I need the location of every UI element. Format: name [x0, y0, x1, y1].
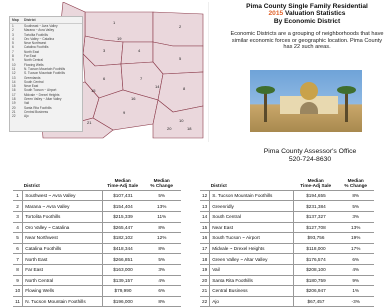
- district-number: 21: [200, 286, 210, 297]
- district-number: 4: [13, 222, 23, 233]
- map-legend-item-name: Near Northwest: [24, 41, 47, 46]
- median-sale-value: $127,708: [294, 222, 338, 233]
- median-pct-change: 11%: [143, 212, 181, 223]
- map-legend-item-name: Flowing Wells: [24, 62, 44, 67]
- district-number: 7: [13, 254, 23, 265]
- district-name: Marana ~ Avra Valley: [23, 201, 103, 212]
- map-legend-item-name: N. Tucson Mountain Foothills: [24, 66, 66, 71]
- district-name: South Central: [210, 212, 294, 223]
- map-legend-header: [10, 17, 82, 24]
- district-name: North East: [23, 254, 103, 265]
- table-header-median-pct-line2: % Change: [344, 183, 368, 189]
- district-table-right: [200, 178, 374, 307]
- map-legend-item-no: 13: [12, 75, 16, 80]
- description-text: Economic Districts are a grouping of neighborhoods that have similar economic forces or geographic location. Pima County has 22 such areas.: [230, 31, 384, 51]
- table-row: [200, 190, 374, 201]
- map-region-label: 7: [140, 76, 143, 81]
- office-name: Pima County Assessor's Office: [263, 148, 357, 155]
- median-sale-value: $182,102: [103, 233, 143, 244]
- map-legend-item-no: 16: [12, 88, 16, 93]
- map-legend-item-no: 14: [12, 79, 16, 84]
- map-legend-item-no: 3: [12, 32, 14, 37]
- office-info: [250, 148, 370, 165]
- median-pct-change: 5%: [143, 190, 181, 201]
- district-name: Near Northwest: [23, 233, 103, 244]
- median-pct-change: 13%: [143, 201, 181, 212]
- map-legend-item-no: 6: [12, 45, 14, 50]
- district-number: 18: [200, 254, 210, 265]
- median-sale-value: $107,431: [103, 190, 143, 201]
- district-name: Ajo: [210, 296, 294, 307]
- median-pct-change: 8%: [338, 190, 374, 201]
- map-legend-item-no: 10: [12, 62, 16, 67]
- map-legend-item-no: 1: [12, 24, 14, 28]
- table-row: [200, 201, 374, 212]
- map-legend-item-name: Central Business: [24, 109, 49, 114]
- district-name: Flowing Wells: [23, 286, 103, 297]
- table-row: [200, 296, 374, 307]
- median-pct-change: 1%: [338, 286, 374, 297]
- median-sale-value: $231,384: [294, 201, 338, 212]
- map-legend-item-no: 12: [12, 71, 16, 76]
- median-sale-value: $79,990: [103, 286, 143, 297]
- map-legend-item-name: Marana ~ Avra Valley: [24, 28, 55, 33]
- title-line-1: Pima County Single Family Residential: [246, 3, 368, 10]
- map-legend: [9, 16, 83, 132]
- table-row: [200, 243, 374, 254]
- median-pct-change: 8%: [143, 296, 181, 307]
- courthouse-photo: [250, 70, 362, 132]
- table-header-median-value-line2: Time-Adj Sale: [300, 183, 332, 189]
- map-legend-item-no: 17: [12, 92, 16, 97]
- table-header-district: District: [210, 183, 227, 189]
- district-number: 5: [13, 233, 23, 244]
- table-row: [13, 222, 181, 233]
- table-header-median-pct-line1: Median: [153, 178, 170, 183]
- median-sale-value: $266,851: [103, 254, 143, 265]
- map-legend-item-name: Greenlands: [24, 75, 41, 80]
- median-pct-change: 6%: [143, 286, 181, 297]
- map-legend-item-no: 7: [12, 49, 14, 54]
- median-sale-value: $208,100: [294, 264, 338, 275]
- district-number: 17: [200, 243, 210, 254]
- map-region-label: 8: [183, 86, 186, 91]
- table-row: [200, 222, 374, 233]
- map-region-label: 21: [87, 120, 92, 125]
- district-number: 14: [200, 212, 210, 223]
- median-pct-change: 9%: [338, 275, 374, 286]
- table-header-no: [200, 178, 210, 190]
- district-number: 15: [200, 222, 210, 233]
- table-row: [200, 233, 374, 244]
- district-name: S. Tucson Mountain Foothills: [210, 190, 294, 201]
- map-region-label: 20: [167, 126, 172, 131]
- median-pct-change: 5%: [143, 254, 181, 265]
- table-row: [13, 233, 181, 244]
- map-legend-item-name: Tortolita Foothills: [24, 32, 48, 37]
- table-header-row: [13, 178, 181, 190]
- table-row: [13, 254, 181, 265]
- median-pct-change: 12%: [143, 233, 181, 244]
- table-header-median-value: [103, 178, 143, 190]
- map-legend-item-name: Oro Valley ~ Catalina: [24, 36, 54, 41]
- median-pct-change: 8%: [143, 243, 181, 254]
- district-name: N. Tucson Mountain Foothills: [23, 296, 103, 307]
- map-region: [153, 12, 203, 46]
- palm-tree-right: [345, 92, 348, 122]
- median-pct-change: 3%: [338, 212, 374, 223]
- title-line-3: By Economic District: [273, 17, 341, 25]
- district-number: 6: [13, 243, 23, 254]
- district-name: Midvale ~ Drexel Heights: [210, 243, 294, 254]
- map-legend-item-name: Santa Rita Foothills: [24, 105, 52, 110]
- district-name: Greenridly: [210, 201, 294, 212]
- median-pct-change: 4%: [338, 264, 374, 275]
- district-name: Santa Rita Foothills: [210, 275, 294, 286]
- table-header-median-pct: [143, 178, 181, 190]
- map-region-label: 14: [155, 84, 160, 89]
- title-block: [228, 3, 386, 50]
- table-header-district: District: [23, 183, 40, 189]
- median-sale-value: $196,000: [103, 296, 143, 307]
- map-legend-item-name: Ajo: [24, 114, 29, 119]
- median-pct-change: 6%: [338, 254, 374, 265]
- district-number: 20: [200, 275, 210, 286]
- map-legend-item-name: South Central: [24, 79, 44, 84]
- title-subtitle: Valuation Statistics: [285, 10, 346, 18]
- map-legend-item-no: 11: [12, 66, 16, 71]
- district-table-left: [13, 178, 181, 307]
- district-number: 10: [13, 286, 23, 297]
- district-number: 12: [200, 190, 210, 201]
- map-region-label: 5: [179, 56, 182, 61]
- district-number: 1: [13, 190, 23, 201]
- median-sale-value: $180,759: [294, 275, 338, 286]
- table-row: [13, 243, 181, 254]
- median-sale-value: $418,344: [103, 243, 143, 254]
- map-region-label: 16: [131, 96, 136, 101]
- map-legend-item-no: 19: [12, 101, 16, 106]
- title-line-2: [228, 10, 386, 17]
- courthouse-dome: [300, 82, 318, 100]
- district-name: North Central: [23, 275, 103, 286]
- map-region-label: 10: [179, 118, 184, 123]
- table-row: [200, 212, 374, 223]
- median-sale-value: $176,574: [294, 254, 338, 265]
- median-sale-value: $137,327: [294, 212, 338, 223]
- map-legend-item-name: North East: [24, 49, 40, 54]
- median-sale-value: $67,457: [294, 296, 338, 307]
- median-sale-value: $93,756: [294, 233, 338, 244]
- table-row: [13, 296, 181, 307]
- map-region: [121, 42, 153, 64]
- median-pct-change: 17%: [338, 243, 374, 254]
- table-header-median-pct-line1: Median: [347, 178, 364, 183]
- median-sale-value: $265,447: [103, 222, 143, 233]
- map-legend-item-name: Near East: [24, 84, 39, 89]
- district-name: Central Business: [210, 286, 294, 297]
- district-name: Green Valley ~ Altar Valley: [210, 254, 294, 265]
- table-header-no: [13, 178, 23, 190]
- median-pct-change: 3%: [143, 264, 181, 275]
- map-region-label: 4: [138, 48, 141, 53]
- table-header-median-value-line2: Time-Adj Sale: [107, 183, 139, 189]
- district-name: Far East: [23, 264, 103, 275]
- table-header-median-value-line1: Median: [114, 178, 131, 183]
- district-number: 9: [13, 275, 23, 286]
- map-legend-item-name: North Central: [24, 58, 43, 63]
- district-name: Oro Valley ~ Catalina: [23, 222, 103, 233]
- map-legend-item-name: Vail: [24, 101, 30, 106]
- map-legend-item-name: South Tucson ~ Airport: [24, 88, 57, 93]
- district-name: Catalina Foothills: [23, 243, 103, 254]
- map-region-label: 6: [103, 76, 106, 81]
- district-name: South Tucson ~ Airport: [210, 233, 294, 244]
- office-phone: 520-724-8630: [288, 156, 332, 164]
- table-row: [200, 286, 374, 297]
- table-row: [200, 264, 374, 275]
- map-legend-item-no: 18: [12, 97, 16, 102]
- district-number: 13: [200, 201, 210, 212]
- district-name: Vail: [210, 264, 294, 275]
- median-sale-value: $194,655: [294, 190, 338, 201]
- title-year: 2015: [268, 10, 284, 18]
- map-legend-item-no: 2: [12, 28, 14, 33]
- table-header-median-value: [294, 178, 338, 190]
- map-legend-item-no: 4: [12, 36, 14, 41]
- district-number: 2: [13, 201, 23, 212]
- map-region-label: 18: [187, 126, 192, 131]
- map-legend-item-no: 5: [12, 41, 14, 46]
- map-legend-item-name: Catalina Foothills: [24, 45, 49, 50]
- district-number: 19: [200, 264, 210, 275]
- map-legend-item-name: Far East: [24, 54, 37, 59]
- table-row: [200, 275, 374, 286]
- map-legend-item: [10, 114, 82, 118]
- table-row: [200, 254, 374, 265]
- district-number: 16: [200, 233, 210, 244]
- map-legend-item-name: S. Tucson Mountain Foothills: [24, 71, 65, 76]
- map-region-label: 15: [91, 88, 96, 93]
- median-pct-change: 13%: [338, 222, 374, 233]
- table-header-median-pct-line2: % Change: [150, 183, 174, 189]
- median-sale-value: $118,000: [294, 243, 338, 254]
- district-name: Near East: [210, 222, 294, 233]
- table-row: [13, 286, 181, 297]
- map-legend-item-no: 21: [12, 109, 16, 114]
- district-map: [3, 2, 209, 142]
- map-legend-item-name: Midvale ~ Drexel Heights: [24, 92, 60, 97]
- table-row: [13, 212, 181, 223]
- map-legend-item-name: Southeast ~ Avra Valley: [24, 24, 58, 28]
- map-region-label: 2: [179, 24, 182, 29]
- courthouse-arch: [300, 102, 318, 114]
- map-region-label: 1: [113, 20, 116, 25]
- map-region-label: 9: [123, 110, 126, 115]
- median-sale-value: $154,404: [103, 201, 143, 212]
- median-sale-value: $215,339: [103, 212, 143, 223]
- district-name: Tortolita Foothills: [23, 212, 103, 223]
- map-legend-header-district: District: [24, 18, 36, 22]
- map-region: [153, 42, 203, 74]
- median-pct-change: -3%: [338, 296, 374, 307]
- table-header-median-pct: [338, 178, 374, 190]
- district-number: 22: [200, 296, 210, 307]
- district-number: 11: [13, 296, 23, 307]
- map-legend-item-no: 9: [12, 58, 14, 63]
- median-pct-change: 8%: [143, 222, 181, 233]
- table-row: [13, 275, 181, 286]
- table-row: [13, 264, 181, 275]
- median-pct-change: 4%: [143, 275, 181, 286]
- median-sale-value: $206,947: [294, 286, 338, 297]
- median-pct-change: 19%: [338, 233, 374, 244]
- median-sale-value: $139,157: [103, 275, 143, 286]
- map-region-label: 3: [103, 48, 106, 53]
- map-legend-item-name: Green Valley ~ Altar Valley: [24, 97, 62, 102]
- map-legend-item-no: 8: [12, 54, 14, 59]
- table-row: [13, 201, 181, 212]
- map-legend-item-no: 15: [12, 84, 16, 89]
- table-row: [13, 190, 181, 201]
- map-legend-item-no: 22: [12, 114, 16, 119]
- district-name: Southwest ~ Avra Valley: [23, 190, 103, 201]
- palm-tree-left: [264, 92, 267, 122]
- map-legend-item-no: 20: [12, 105, 16, 110]
- table-header-row: [200, 178, 374, 190]
- map-legend-header-no: Map: [12, 18, 19, 22]
- district-number: 8: [13, 264, 23, 275]
- median-sale-value: $163,000: [103, 264, 143, 275]
- median-pct-change: 5%: [338, 201, 374, 212]
- table-header-median-value-line1: Median: [307, 178, 324, 183]
- district-number: 3: [13, 212, 23, 223]
- map-region-label: 19: [117, 36, 122, 41]
